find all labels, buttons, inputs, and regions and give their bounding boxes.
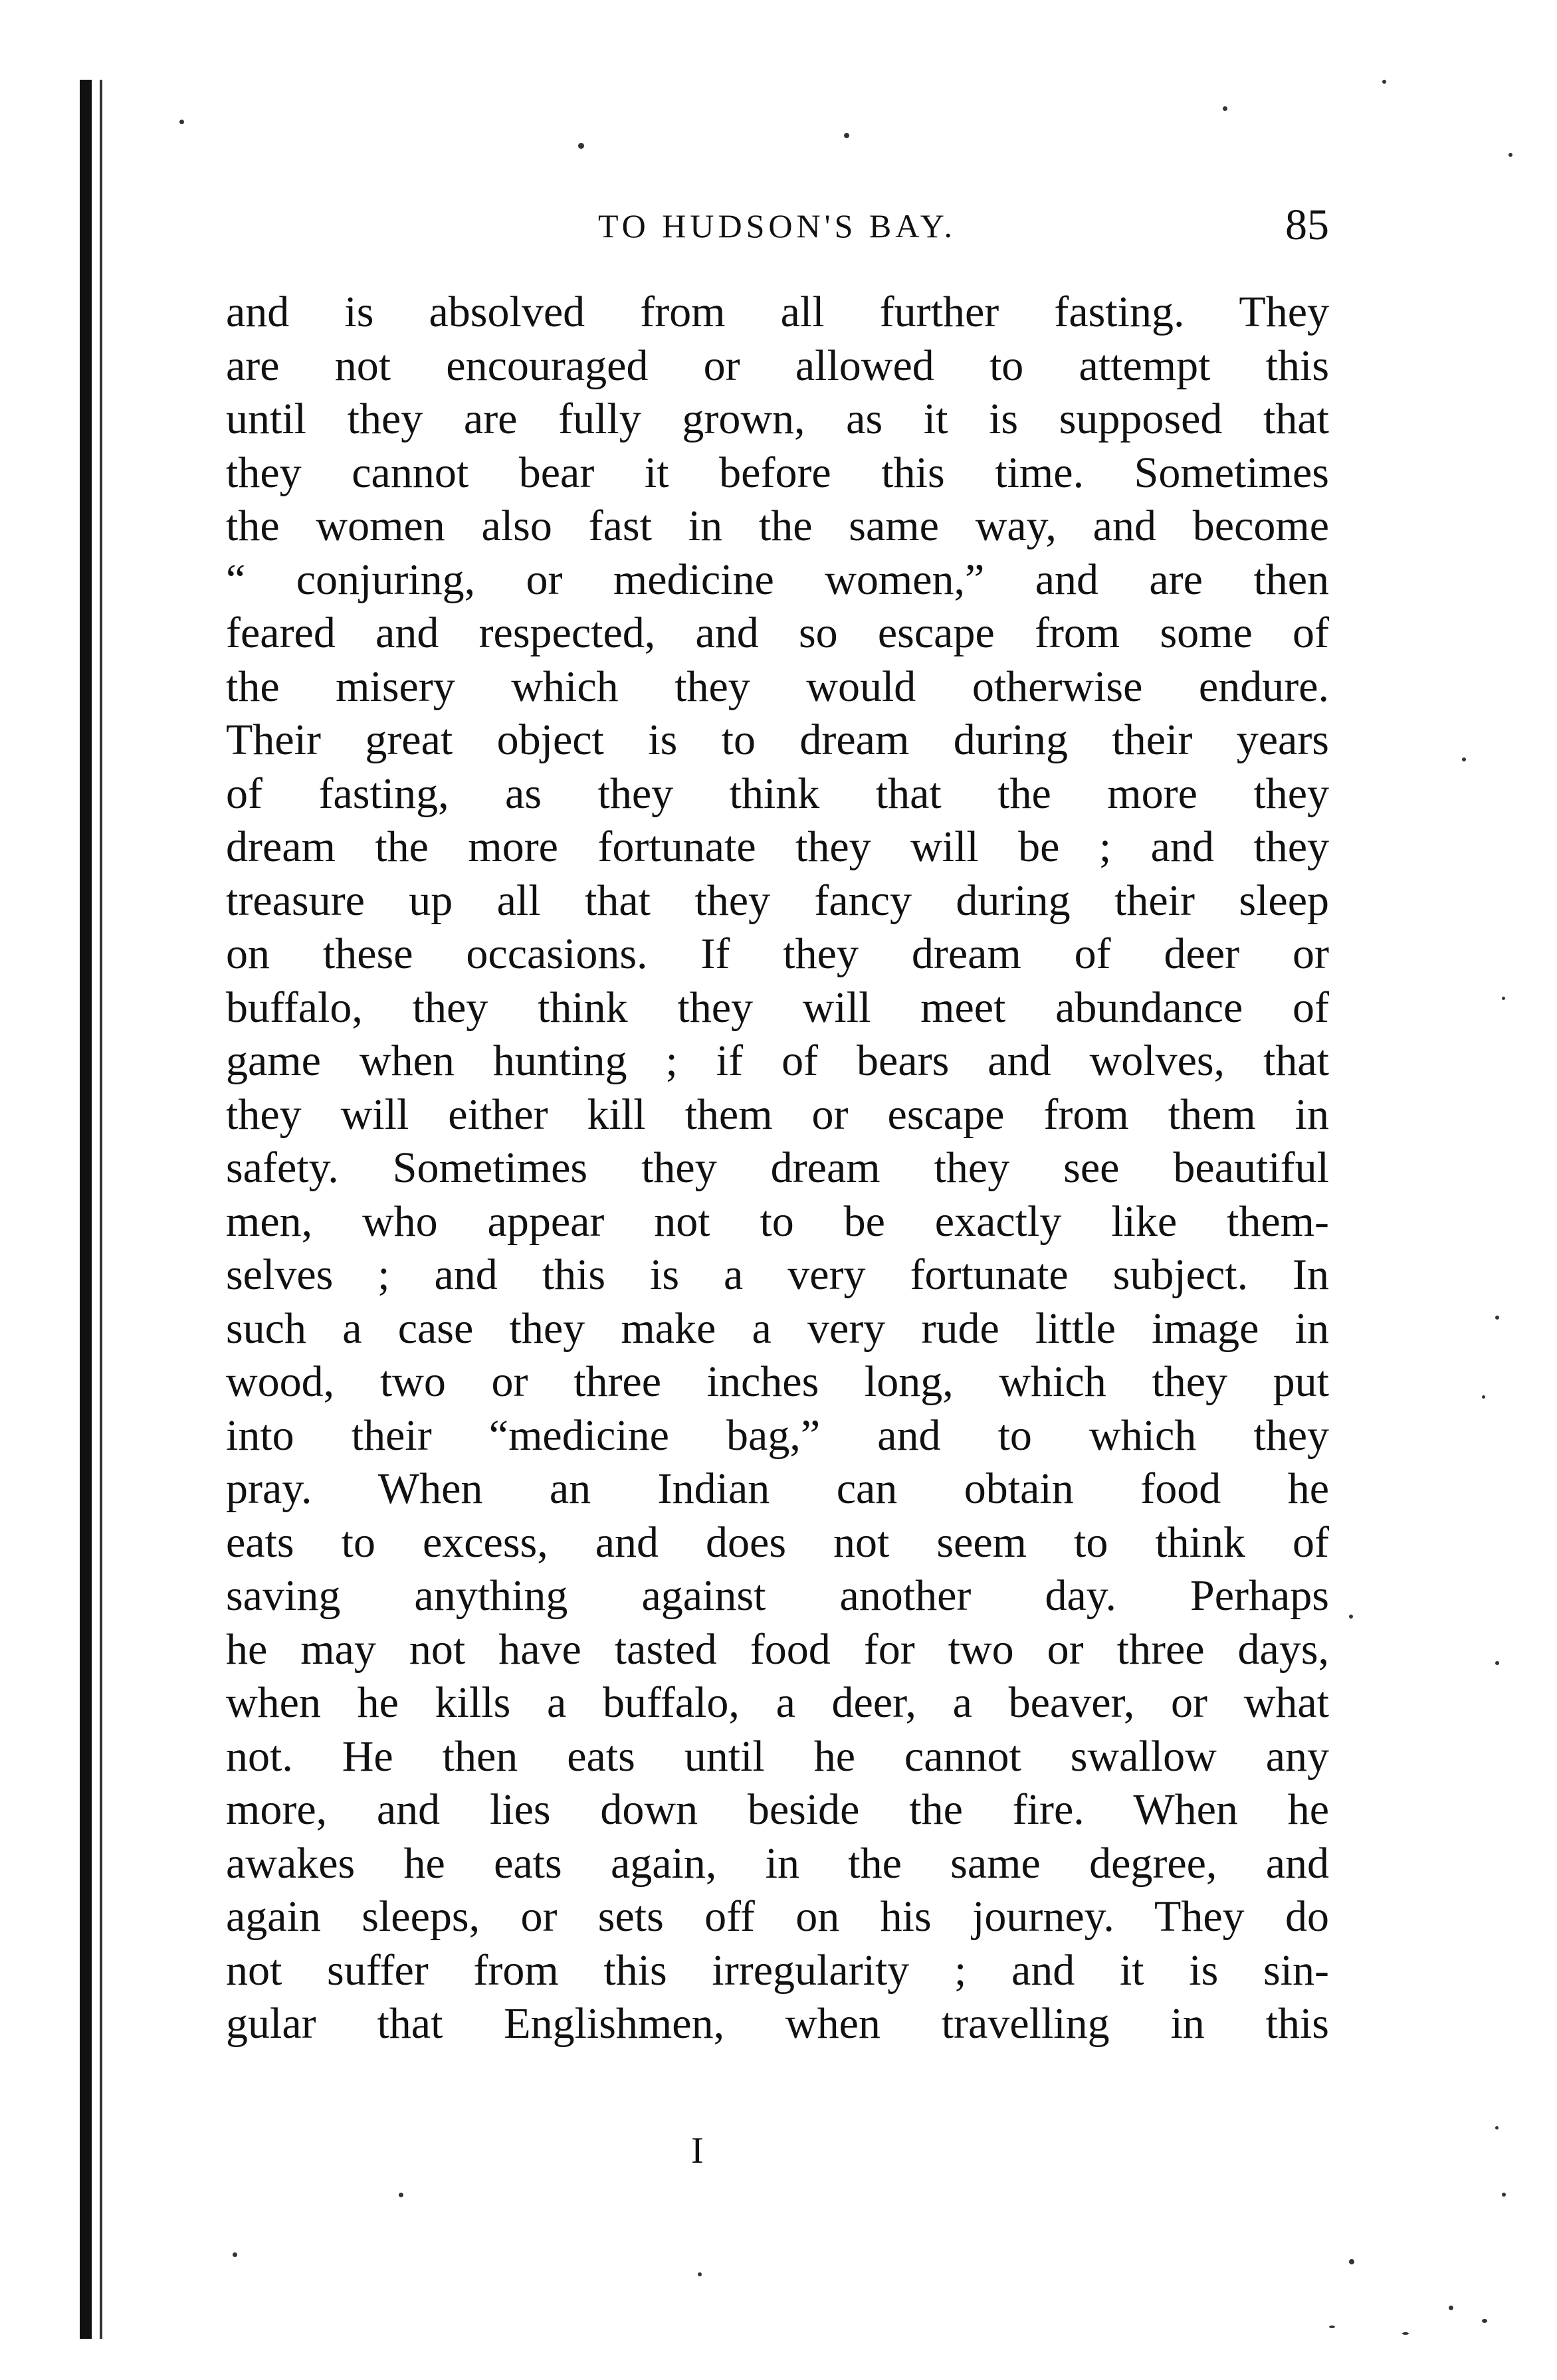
running-title: TO HUDSON'S BAY. xyxy=(598,207,956,245)
scan-speck xyxy=(1482,1395,1485,1399)
scan-speck xyxy=(1349,1615,1353,1619)
text-line: they will either kill them or escape from them in xyxy=(226,1090,1329,1139)
text-line: dream the more fortunate they will be ; and they xyxy=(226,823,1329,871)
text-line: Their great object is to dream during their years xyxy=(226,716,1329,764)
scan-speck xyxy=(1349,2259,1354,2264)
scan-speck xyxy=(1482,2319,1487,2323)
text-line: the women also fast in the same way, and become xyxy=(226,502,1329,550)
scan-speck xyxy=(179,120,184,124)
text-line: game when hunting ; if of bears and wolves, that xyxy=(226,1037,1329,1085)
scan-speck xyxy=(578,143,584,149)
text-line: gular that Englishmen, when travelling in this xyxy=(226,1999,1329,2048)
text-line: when he kills a buffalo, a deer, a beaver, or what xyxy=(226,1678,1329,1727)
text-line: are not encouraged or allowed to attempt this xyxy=(226,341,1329,390)
text-line: treasure up all that they fancy during their sleep xyxy=(226,876,1329,925)
text-line: he may not have tasted food for two or three days, xyxy=(226,1625,1329,1674)
text-line: and is absolved from all further fasting. They xyxy=(226,288,1329,336)
text-line: saving anything against another day. Perhaps xyxy=(226,1571,1329,1620)
text-line: again sleeps, or sets off on his journey. They do xyxy=(226,1892,1329,1941)
text-line: not suffer from this irregularity ; and it is sin- xyxy=(226,1945,1329,1995)
scan-speck xyxy=(1508,153,1512,157)
text-line: buffalo, they think they will meet abundance of xyxy=(226,983,1329,1032)
text-line: wood, two or three inches long, which they put xyxy=(226,1357,1329,1406)
text-line: until they are fully grown, as it is supposed that xyxy=(226,395,1329,443)
text-line: they cannot bear it before this time. Sometimes xyxy=(226,448,1329,497)
text-line: such a case they make a very rude little image in xyxy=(226,1304,1329,1353)
scan-speck xyxy=(1329,2326,1335,2328)
scan-speck xyxy=(1495,1661,1499,1665)
scan-speck xyxy=(399,2193,403,2197)
scan-speck xyxy=(1495,1316,1499,1320)
scan-speck xyxy=(844,133,849,138)
scan-speck xyxy=(1462,757,1466,761)
text-line: on these occasions. If they dream of deer or xyxy=(226,930,1329,978)
text-line: more, and lies down beside the fire. When he xyxy=(226,1785,1329,1834)
scan-speck xyxy=(698,2272,702,2276)
text-line: of fasting, as they think that the more they xyxy=(226,769,1329,818)
text-line: men, who appear not to be exactly like them- xyxy=(226,1197,1329,1246)
text-line: into their “medicine bag,” and to which they xyxy=(226,1411,1329,1460)
running-head xyxy=(226,203,1329,256)
text-line: feared and respected, and so escape from some of xyxy=(226,609,1329,657)
scan-speck xyxy=(1495,2126,1499,2130)
text-line: safety. Sometimes they dream they see beautiful xyxy=(226,1143,1329,1192)
scan-speck xyxy=(1502,997,1505,1000)
text-line: not. He then eats until he cannot swallow any xyxy=(226,1732,1329,1781)
scan-speck xyxy=(233,2252,237,2257)
scan-speck xyxy=(1449,2306,1453,2310)
text-line: “ conjuring, or medicine women,” and are then xyxy=(226,555,1329,604)
scan-speck xyxy=(1382,80,1386,84)
text-line: awakes he eats again, in the same degree, and xyxy=(226,1838,1329,1888)
text-line: pray. When an Indian can obtain food he xyxy=(226,1464,1329,1513)
text-line: the misery which they would otherwise endure. xyxy=(226,662,1329,711)
signature-mark: I xyxy=(691,2130,704,2171)
scan-speck xyxy=(1402,2332,1409,2335)
text-line: eats to excess, and does not seem to think of xyxy=(226,1518,1329,1567)
scan-speck xyxy=(1223,106,1227,111)
scan-speck xyxy=(1502,2193,1506,2197)
text-line: selves ; and this is a very fortunate subject. In xyxy=(226,1250,1329,1299)
body-text xyxy=(226,286,1329,2051)
binding-edge xyxy=(47,80,106,2339)
page-number: 85 xyxy=(1285,201,1329,249)
